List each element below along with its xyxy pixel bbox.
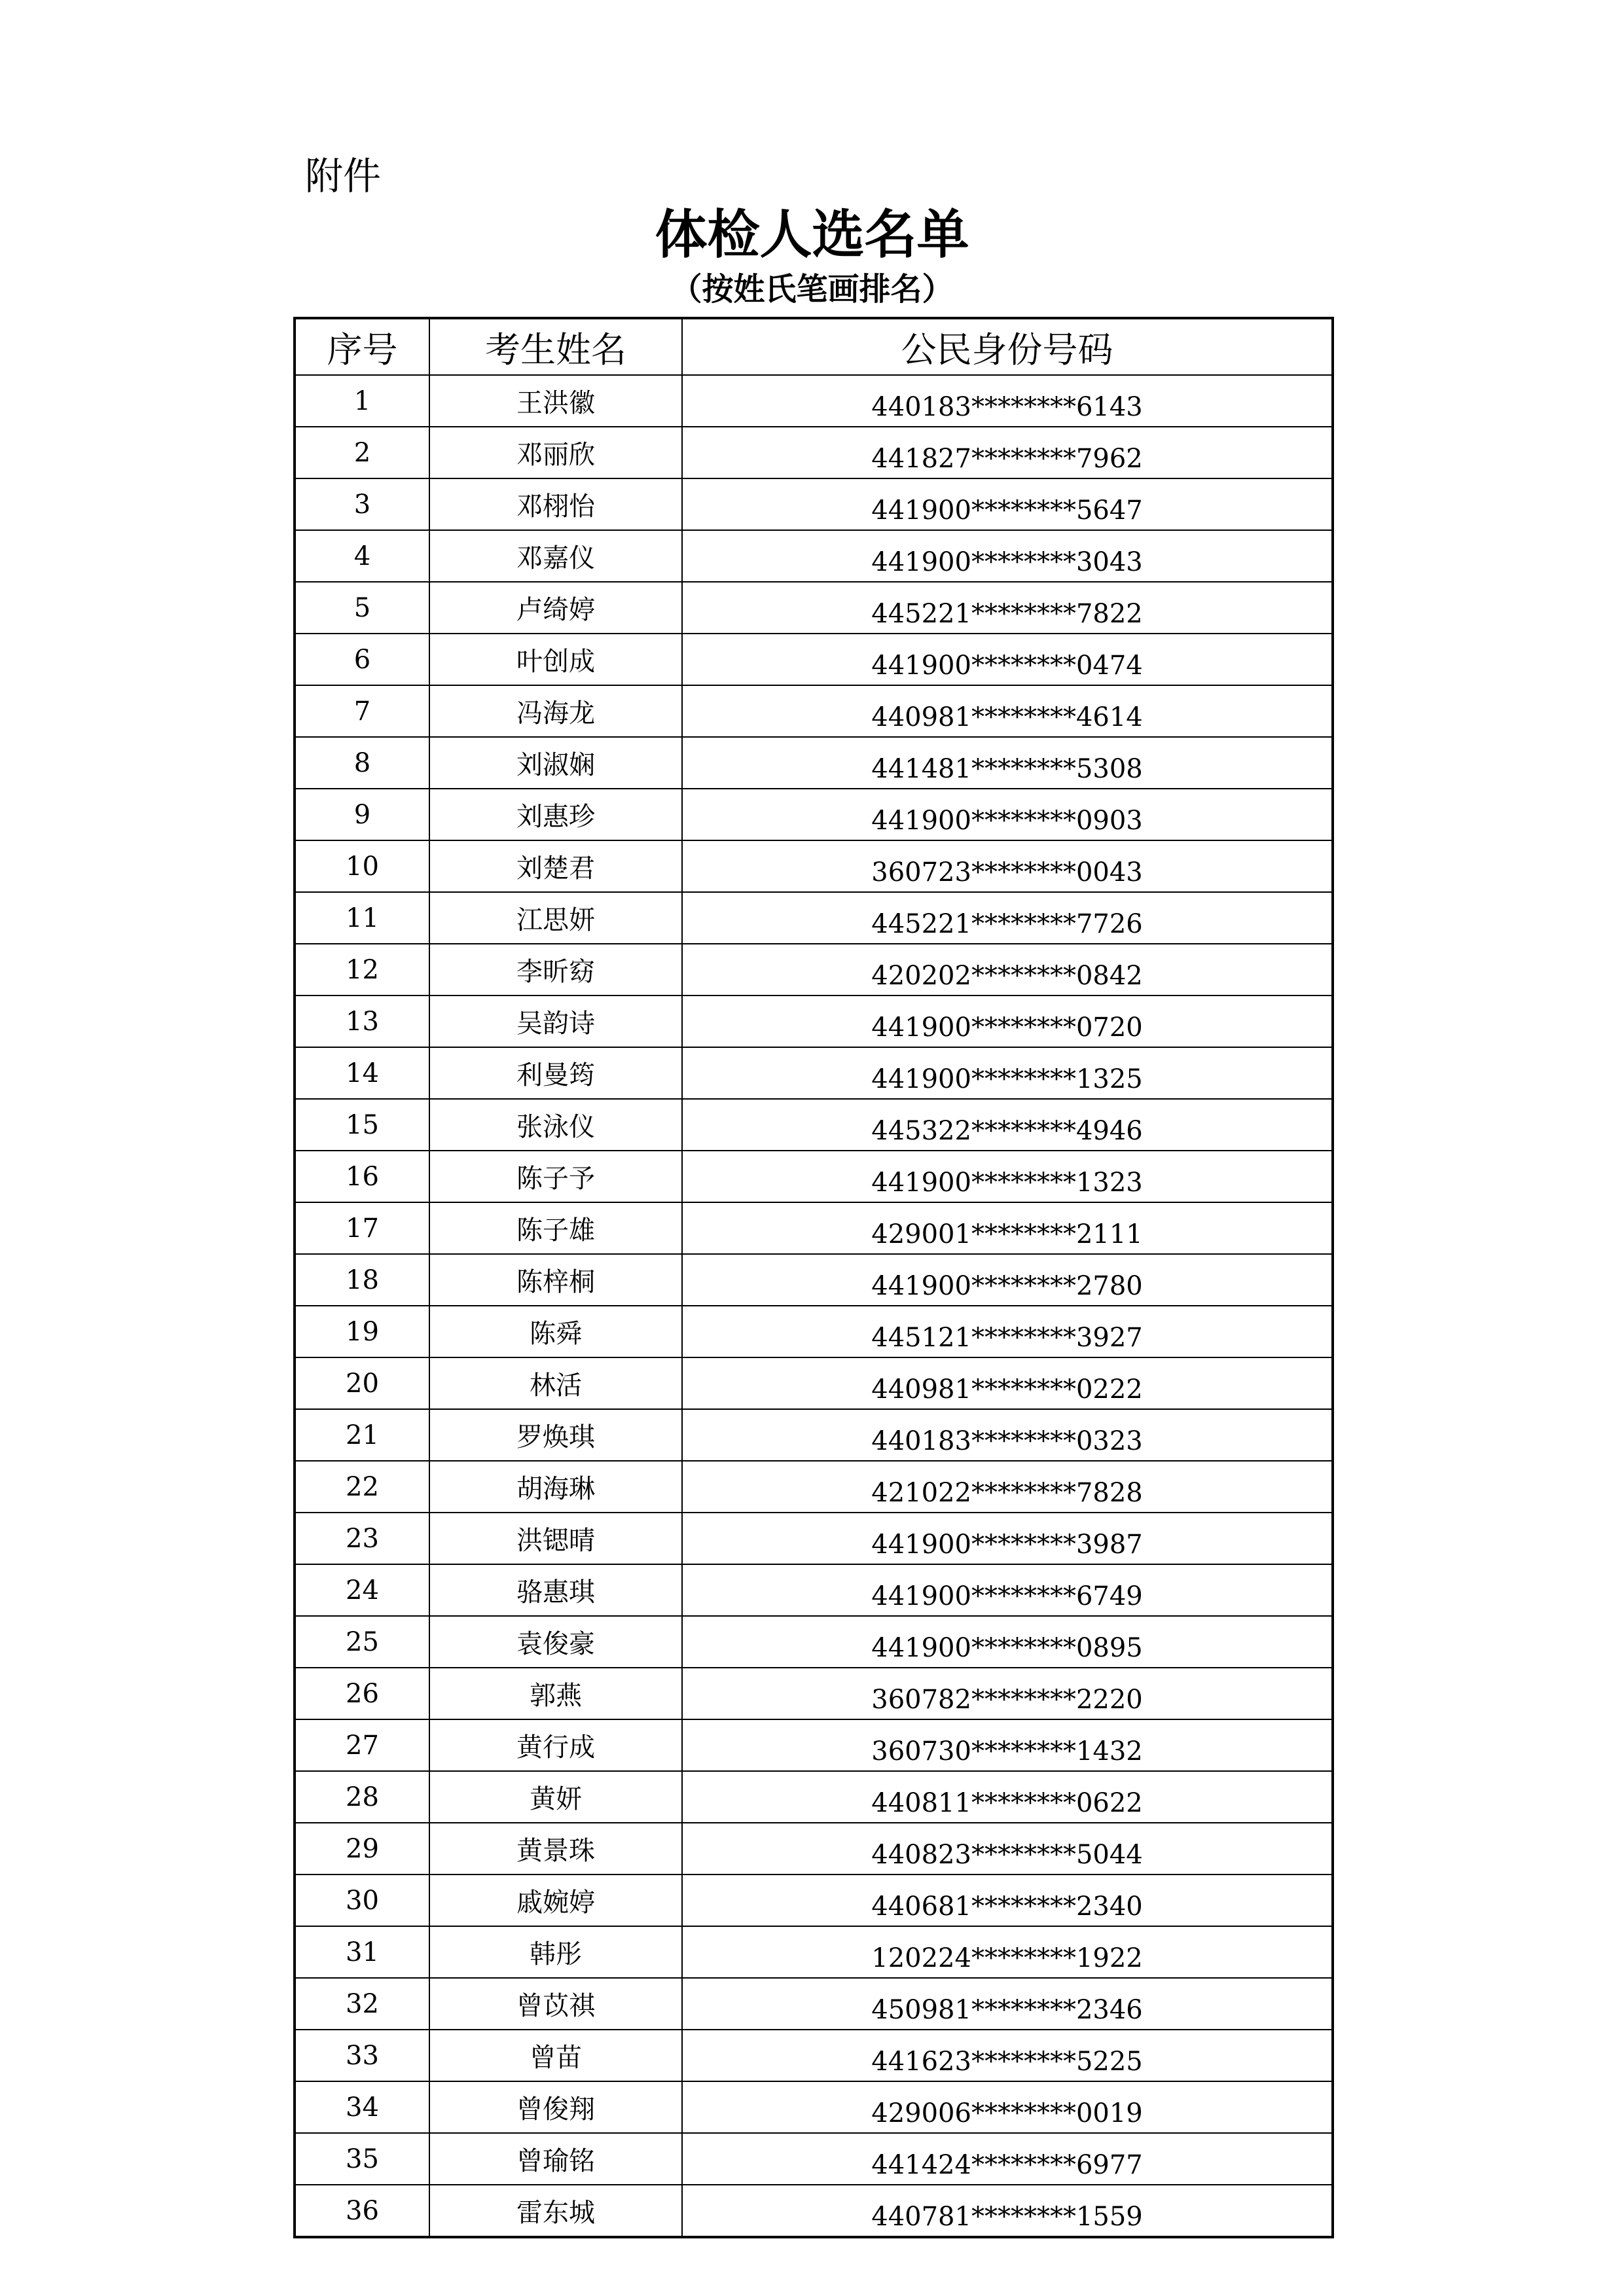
table-row xyxy=(295,1461,1333,1513)
header-id-number: 公民身份号码 xyxy=(682,318,1333,375)
cell-candidate-name: 李昕窈 xyxy=(429,944,682,996)
cell-id-number: 440811********0622 xyxy=(682,1771,1333,1823)
cell-candidate-name: 郭燕 xyxy=(429,1668,682,1719)
cell-serial-number: 31 xyxy=(295,1926,429,1978)
cell-id-number: 450981********2346 xyxy=(682,1978,1333,2030)
cell-id-number: 445121********3927 xyxy=(682,1306,1333,1357)
table-row xyxy=(295,1564,1333,1616)
candidate-table xyxy=(293,317,1334,2238)
table-row xyxy=(295,1099,1333,1151)
table-row xyxy=(295,2030,1333,2081)
cell-serial-number: 16 xyxy=(295,1151,429,1202)
cell-serial-number: 36 xyxy=(295,2185,429,2237)
cell-candidate-name: 陈子雄 xyxy=(429,1202,682,1254)
cell-id-number: 445221********7726 xyxy=(682,892,1333,944)
cell-candidate-name: 刘楚君 xyxy=(429,840,682,892)
cell-serial-number: 35 xyxy=(295,2133,429,2185)
cell-candidate-name: 冯海龙 xyxy=(429,685,682,737)
cell-candidate-name: 刘淑娴 xyxy=(429,737,682,789)
cell-id-number: 440981********4614 xyxy=(682,685,1333,737)
cell-candidate-name: 黄妍 xyxy=(429,1771,682,1823)
cell-serial-number: 11 xyxy=(295,892,429,944)
cell-candidate-name: 曾瑜铭 xyxy=(429,2133,682,2185)
cell-candidate-name: 曾苗 xyxy=(429,2030,682,2081)
cell-serial-number: 14 xyxy=(295,1047,429,1099)
cell-candidate-name: 胡海琳 xyxy=(429,1461,682,1513)
cell-id-number: 429001********2111 xyxy=(682,1202,1333,1254)
cell-serial-number: 30 xyxy=(295,1874,429,1926)
cell-id-number: 440781********1559 xyxy=(682,2185,1333,2237)
cell-candidate-name: 江思妍 xyxy=(429,892,682,944)
cell-serial-number: 27 xyxy=(295,1719,429,1771)
table-row xyxy=(295,2081,1333,2133)
cell-id-number: 440183********6143 xyxy=(682,375,1333,427)
table-row xyxy=(295,1202,1333,1254)
table-row xyxy=(295,2185,1333,2237)
cell-id-number: 441900********0474 xyxy=(682,634,1333,685)
cell-id-number: 441900********3043 xyxy=(682,530,1333,582)
cell-serial-number: 19 xyxy=(295,1306,429,1357)
cell-id-number: 440183********0323 xyxy=(682,1409,1333,1461)
document-title: 体检人选名单 xyxy=(655,204,969,265)
table-row xyxy=(295,1874,1333,1926)
cell-serial-number: 23 xyxy=(295,1513,429,1564)
cell-serial-number: 13 xyxy=(295,996,429,1047)
table-row xyxy=(295,1306,1333,1357)
table-row xyxy=(295,634,1333,685)
cell-candidate-name: 黄景珠 xyxy=(429,1823,682,1874)
table-row xyxy=(295,892,1333,944)
table-row xyxy=(295,1254,1333,1306)
cell-candidate-name: 骆惠琪 xyxy=(429,1564,682,1616)
table-row xyxy=(295,944,1333,996)
cell-candidate-name: 邓丽欣 xyxy=(429,427,682,478)
cell-serial-number: 3 xyxy=(295,478,429,530)
cell-candidate-name: 陈子予 xyxy=(429,1151,682,1202)
cell-id-number: 441900********0903 xyxy=(682,789,1333,840)
cell-candidate-name: 邓栩怡 xyxy=(429,478,682,530)
cell-id-number: 441424********6977 xyxy=(682,2133,1333,2185)
table-row xyxy=(295,1823,1333,1874)
cell-id-number: 441827********7962 xyxy=(682,427,1333,478)
cell-candidate-name: 曾苡祺 xyxy=(429,1978,682,2030)
cell-serial-number: 20 xyxy=(295,1357,429,1409)
cell-id-number: 441900********2780 xyxy=(682,1254,1333,1306)
cell-serial-number: 29 xyxy=(295,1823,429,1874)
cell-candidate-name: 叶创成 xyxy=(429,634,682,685)
header-candidate-name: 考生姓名 xyxy=(429,318,682,375)
table-row xyxy=(295,1047,1333,1099)
cell-id-number: 440681********2340 xyxy=(682,1874,1333,1926)
cell-serial-number: 9 xyxy=(295,789,429,840)
table-row xyxy=(295,530,1333,582)
cell-serial-number: 24 xyxy=(295,1564,429,1616)
cell-serial-number: 15 xyxy=(295,1099,429,1151)
table-row xyxy=(295,1513,1333,1564)
table-row xyxy=(295,789,1333,840)
attachment-label: 附件 xyxy=(305,154,382,198)
table-row xyxy=(295,685,1333,737)
cell-serial-number: 6 xyxy=(295,634,429,685)
cell-serial-number: 8 xyxy=(295,737,429,789)
cell-candidate-name: 曾俊翔 xyxy=(429,2081,682,2133)
cell-serial-number: 5 xyxy=(295,582,429,634)
cell-id-number: 421022********7828 xyxy=(682,1461,1333,1513)
table-row xyxy=(295,427,1333,478)
cell-candidate-name: 罗焕琪 xyxy=(429,1409,682,1461)
cell-candidate-name: 邓嘉仪 xyxy=(429,530,682,582)
cell-id-number: 360723********0043 xyxy=(682,840,1333,892)
table-row xyxy=(295,1616,1333,1668)
cell-serial-number: 12 xyxy=(295,944,429,996)
table-row xyxy=(295,1409,1333,1461)
cell-id-number: 441900********3987 xyxy=(682,1513,1333,1564)
table-row xyxy=(295,1719,1333,1771)
cell-candidate-name: 王洪徽 xyxy=(429,375,682,427)
cell-id-number: 440823********5044 xyxy=(682,1823,1333,1874)
cell-id-number: 441481********5308 xyxy=(682,737,1333,789)
cell-id-number: 420202********0842 xyxy=(682,944,1333,996)
cell-candidate-name: 利曼筠 xyxy=(429,1047,682,1099)
cell-candidate-name: 洪锶晴 xyxy=(429,1513,682,1564)
table-row xyxy=(295,375,1333,427)
cell-serial-number: 7 xyxy=(295,685,429,737)
cell-id-number: 441900********5647 xyxy=(682,478,1333,530)
cell-id-number: 441900********6749 xyxy=(682,1564,1333,1616)
cell-candidate-name: 刘惠珍 xyxy=(429,789,682,840)
table-row xyxy=(295,1668,1333,1719)
cell-serial-number: 4 xyxy=(295,530,429,582)
cell-serial-number: 18 xyxy=(295,1254,429,1306)
header-serial-number: 序号 xyxy=(295,318,429,375)
cell-serial-number: 32 xyxy=(295,1978,429,2030)
table-body xyxy=(295,375,1333,2237)
cell-candidate-name: 吴韵诗 xyxy=(429,996,682,1047)
cell-serial-number: 1 xyxy=(295,375,429,427)
table-row xyxy=(295,2133,1333,2185)
cell-candidate-name: 黄行成 xyxy=(429,1719,682,1771)
cell-id-number: 120224********1922 xyxy=(682,1926,1333,1978)
cell-id-number: 441900********0720 xyxy=(682,996,1333,1047)
cell-id-number: 441623********5225 xyxy=(682,2030,1333,2081)
document-subtitle: （按姓氏笔画排名） xyxy=(670,271,954,308)
cell-serial-number: 22 xyxy=(295,1461,429,1513)
table-row xyxy=(295,1978,1333,2030)
table-row xyxy=(295,1151,1333,1202)
cell-serial-number: 26 xyxy=(295,1668,429,1719)
cell-serial-number: 17 xyxy=(295,1202,429,1254)
cell-candidate-name: 袁俊豪 xyxy=(429,1616,682,1668)
table-row xyxy=(295,582,1333,634)
table-row xyxy=(295,1357,1333,1409)
table-row xyxy=(295,996,1333,1047)
cell-candidate-name: 陈梓桐 xyxy=(429,1254,682,1306)
table-row xyxy=(295,840,1333,892)
cell-serial-number: 10 xyxy=(295,840,429,892)
cell-candidate-name: 张泳仪 xyxy=(429,1099,682,1151)
cell-id-number: 360782********2220 xyxy=(682,1668,1333,1719)
cell-serial-number: 25 xyxy=(295,1616,429,1668)
cell-candidate-name: 陈舜 xyxy=(429,1306,682,1357)
cell-serial-number: 33 xyxy=(295,2030,429,2081)
cell-serial-number: 21 xyxy=(295,1409,429,1461)
table-row xyxy=(295,737,1333,789)
cell-candidate-name: 林活 xyxy=(429,1357,682,1409)
cell-candidate-name: 卢绮婷 xyxy=(429,582,682,634)
cell-id-number: 441900********0895 xyxy=(682,1616,1333,1668)
cell-serial-number: 34 xyxy=(295,2081,429,2133)
cell-id-number: 440981********0222 xyxy=(682,1357,1333,1409)
cell-id-number: 441900********1325 xyxy=(682,1047,1333,1099)
cell-id-number: 445221********7822 xyxy=(682,582,1333,634)
cell-id-number: 429006********0019 xyxy=(682,2081,1333,2133)
cell-serial-number: 28 xyxy=(295,1771,429,1823)
cell-candidate-name: 韩彤 xyxy=(429,1926,682,1978)
cell-candidate-name: 戚婉婷 xyxy=(429,1874,682,1926)
table-row xyxy=(295,1771,1333,1823)
cell-candidate-name: 雷东城 xyxy=(429,2185,682,2237)
cell-id-number: 445322********4946 xyxy=(682,1099,1333,1151)
cell-serial-number: 2 xyxy=(295,427,429,478)
cell-id-number: 441900********1323 xyxy=(682,1151,1333,1202)
table-header-row xyxy=(295,318,1333,375)
cell-id-number: 360730********1432 xyxy=(682,1719,1333,1771)
table-row xyxy=(295,1926,1333,1978)
table-row xyxy=(295,478,1333,530)
